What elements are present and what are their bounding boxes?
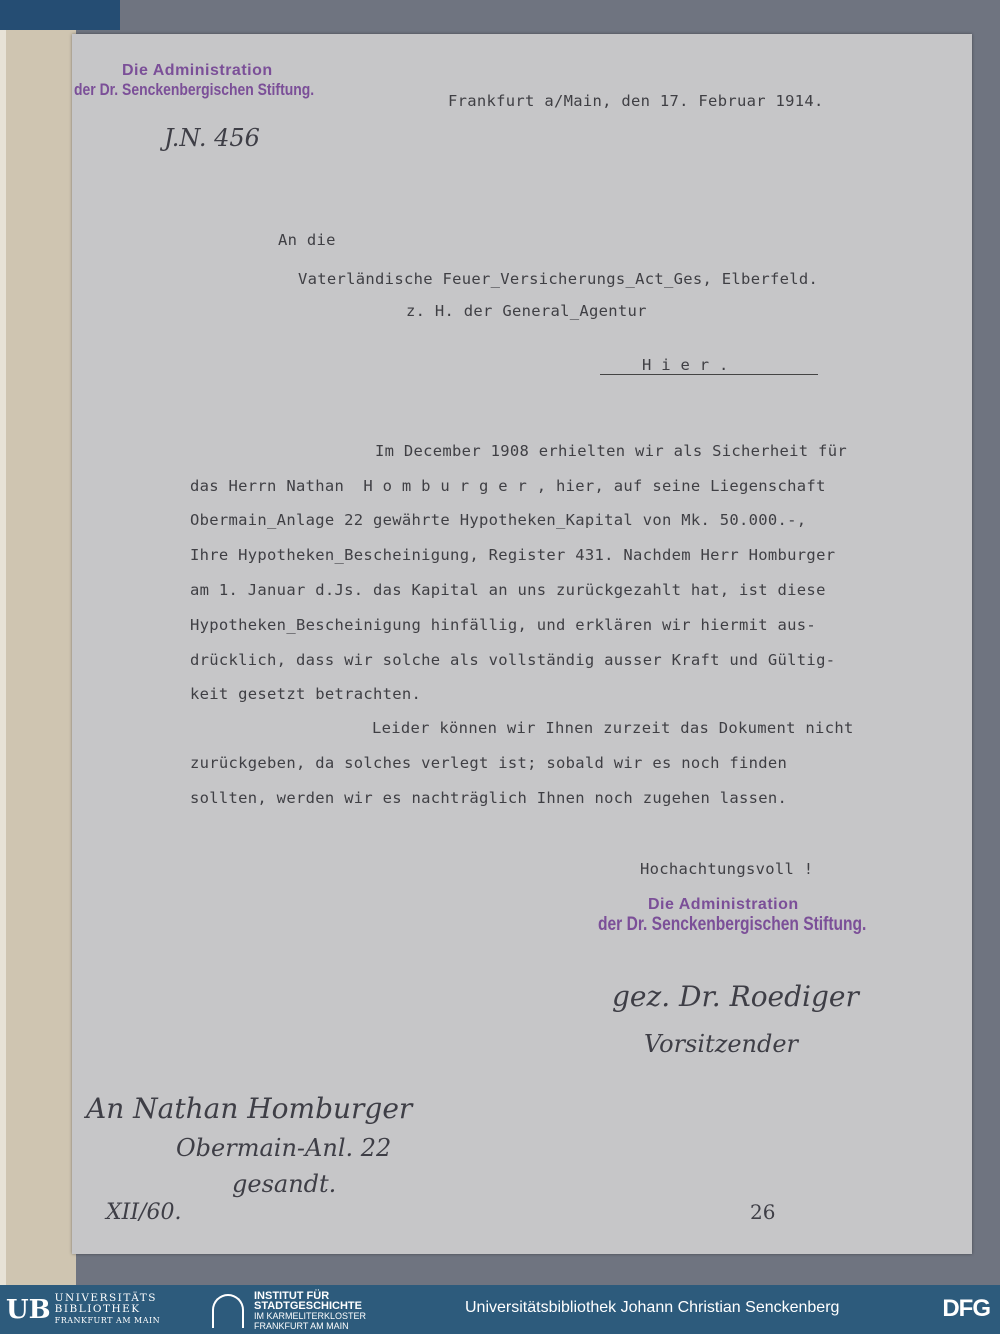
arch-icon: [212, 1294, 244, 1328]
ub-line-1: UNIVERSITÄTS: [54, 1292, 157, 1304]
recipient-name: Vaterländische Feuer_Versicherungs_Act_Ges, Elberfeld.: [298, 270, 819, 288]
body-line-7: drücklich, dass wir solche als vollständig ausser Kraft und Gültig-: [190, 651, 836, 669]
ub-line-3: FRANKFURT AM MAIN: [54, 1316, 161, 1325]
inst-line-2: STADTGESCHICHTE: [254, 1300, 362, 1312]
page-number: 26: [750, 1200, 776, 1224]
inst-line-3: IM KARMELITERKLOSTER: [254, 1311, 367, 1321]
body-line-2: das Herrn Nathan H o m b u r g e r , hier, auf seine Liegenschaft: [190, 477, 826, 495]
note-line-1: An Nathan Homburger: [86, 1092, 413, 1125]
body-line-1: Im December 1908 erhielten wir als Sicherheit für: [375, 442, 847, 460]
signature-title: Vorsitzender: [644, 1030, 799, 1058]
body-line-5: am 1. Januar d.Js. das Kapital an uns zurückgezahlt hat, ist diese: [190, 581, 826, 599]
stamp-top-line1: Die Administration: [122, 62, 273, 79]
institute-logo[interactable]: [212, 1291, 366, 1331]
date-line: Frankfurt a/Main, den 17. Februar 1914.: [448, 92, 824, 110]
reference-number: J.N. 456: [164, 124, 260, 152]
note-line-2: Obermain-Anl. 22: [176, 1134, 392, 1162]
stamp-bottom: [598, 896, 925, 936]
binding-band: [0, 0, 120, 30]
ub-mark: UB: [6, 1294, 51, 1325]
page-edge: [0, 0, 6, 1285]
note-line-4: XII/60.: [106, 1200, 182, 1225]
note-line-3: gesandt.: [232, 1170, 337, 1198]
dfg-logo[interactable]: DFG: [942, 1295, 990, 1322]
body-line-11: sollten, werden wir es nachträglich Ihnen noch zugehen lassen.: [190, 789, 788, 807]
library-name: Universitätsbibliothek Johann Christian Senckenberg: [465, 1299, 840, 1316]
body-line-8: keit gesetzt betrachten.: [190, 685, 422, 703]
stamp-bottom-line2: der Dr. Senckenbergischen Stiftung.: [598, 914, 867, 935]
ub-line-2: BIBLIOTHEK: [54, 1303, 141, 1315]
stamp-bottom-line1: Die Administration: [648, 896, 799, 913]
stamp-top-line2: der Dr. Senckenbergischen Stiftung.: [74, 80, 315, 99]
ub-logo[interactable]: [6, 1293, 160, 1326]
recipient-place: H i e r .: [642, 356, 729, 374]
footer-bar: [0, 1285, 1000, 1334]
letter-sheet: [72, 34, 972, 1254]
place-underline: [600, 374, 818, 375]
body-line-6: Hypotheken_Bescheinigung hinfällig, und erklären wir hiermit aus-: [190, 616, 817, 634]
body-line-3: Obermain_Anlage 22 gewährte Hypotheken_Kapital von Mk. 50.000.-,: [190, 511, 807, 529]
body-line-4: Ihre Hypotheken_Bescheinigung, Register 431. Nachdem Herr Homburger: [190, 546, 836, 564]
signature-name: gez. Dr. Roediger: [612, 980, 859, 1013]
stamp-top: [74, 62, 367, 100]
recipient-attn: z. H. der General_Agentur: [406, 302, 647, 320]
body-line-10: zurückgeben, da solches verlegt ist; sobald wir es noch finden: [190, 754, 788, 772]
closing: Hochachtungsvoll !: [640, 860, 814, 878]
inst-line-4: FRANKFURT AM MAIN: [254, 1321, 349, 1331]
recipient-label: An die: [278, 231, 336, 249]
body-line-9: Leider können wir Ihnen zurzeit das Dokument nicht: [372, 719, 854, 737]
underlying-page: [0, 0, 76, 1285]
inst-line-1: INSTITUT FÜR: [254, 1290, 330, 1302]
